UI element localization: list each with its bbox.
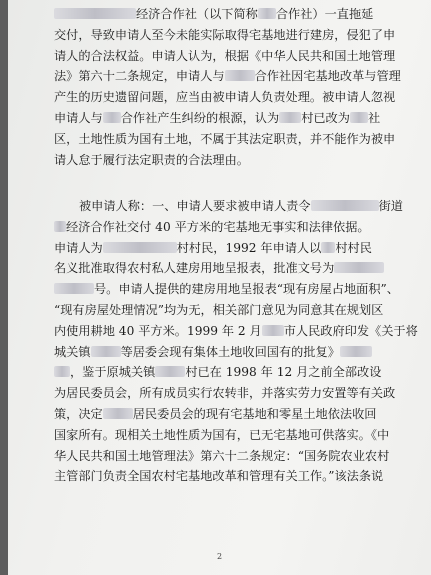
text-segment: 名义批准取得农村私人建房用地呈报表，批准文号为 — [54, 261, 335, 276]
text-segment: 合作社因宅基地改革与管理 — [254, 69, 401, 84]
redaction-blur — [103, 242, 177, 253]
text-line — [54, 258, 424, 279]
text-segment: 经济合作社交付 40 平方米的宅基地无事实和法律依据。 — [66, 219, 370, 234]
text-segment: 区，土地性质为国有土地，不属于其法定职责，并不能作为被申 — [54, 131, 396, 146]
text-segment: 申请人为 — [54, 240, 103, 255]
redaction-blur — [334, 262, 384, 273]
text-segment: 请人的合法权益。申请人认为，根据《中华人民共和国土地管理 — [54, 48, 396, 63]
text-segment: 村村民 — [335, 240, 372, 255]
redaction-blur — [340, 346, 372, 357]
text-segment: 城关镇 — [54, 344, 91, 359]
text-line — [54, 196, 424, 217]
text-segment: 为居民委员会，所有成员实行农转非，并落实劳力安置等有关政 — [54, 386, 396, 401]
redaction-blur — [311, 200, 379, 211]
text-line — [54, 66, 424, 87]
text-segment: 产生的历史遗留问题，应当由被申请人负责处理。被申请人忽视 — [54, 90, 396, 105]
text-line — [54, 87, 424, 108]
text-line — [54, 217, 424, 238]
paragraph-respondent-statement — [54, 196, 424, 487]
text-segment: 居民委员会的现有宅基地和零星土地依法收回 — [132, 406, 377, 421]
redaction-blur — [350, 112, 368, 123]
text-segment: 号。申请人提供的建房用地呈报表“现有房屋占地面积”、 — [94, 282, 399, 297]
text-segment: 国家所有。现相关土地性质为国有，已无宅基地可供落实。《中 — [54, 427, 390, 442]
text-segment: 合作社产生纠纷的根源，认为 — [120, 110, 280, 125]
text-segment: 交付，导致申请人至今未能实际取得宅基地进行建房，侵犯了申 — [54, 27, 396, 42]
text-line — [54, 150, 424, 171]
redaction-blur — [103, 112, 121, 123]
text-segment: 法》第六十二条规定，申请人与 — [54, 69, 225, 84]
text-segment: 申请人与 — [54, 110, 103, 125]
text-segment: 内使用耕地 40 平方米。1999 年 2 月 — [54, 323, 262, 338]
redaction-blur — [258, 8, 276, 19]
text-line — [54, 321, 424, 342]
redaction-blur — [155, 366, 185, 377]
text-line — [54, 4, 424, 25]
text-segment: ，鉴于原城关镇 — [70, 365, 156, 380]
text-line — [54, 404, 424, 425]
page-number: 2 — [216, 552, 223, 561]
text-segment: 街道 — [378, 199, 403, 213]
text-line — [54, 108, 424, 129]
text-line — [54, 425, 424, 446]
redaction-blur — [262, 325, 284, 336]
text-segment: 等居委会现有集体土地收回国有的批复》 — [120, 344, 340, 359]
text-segment: 被申请人称：一、申请人要求被申请人责令 — [79, 199, 311, 213]
text-segment: 市人民政府印发《关于将 — [283, 323, 418, 338]
text-segment: 经济合作社（以下简称 — [136, 7, 258, 21]
text-line — [54, 129, 424, 150]
text-segment: 主管部门负责全国农村宅基地改革和管理有关工作。”该法条说 — [54, 469, 384, 484]
text-segment: 策，决定 — [54, 406, 103, 421]
redaction-blur — [54, 366, 70, 377]
document-page — [8, 0, 431, 575]
text-line — [54, 362, 424, 383]
text-segment: 社 — [367, 110, 381, 125]
redaction-blur — [54, 221, 66, 232]
text-segment: 请人怠于履行法定职责的合法理由。 — [54, 152, 249, 167]
text-segment: 村已改为 — [301, 110, 350, 125]
redaction-blur — [103, 408, 133, 419]
text-line — [54, 238, 424, 259]
text-line — [54, 279, 424, 300]
text-line — [54, 25, 424, 46]
text-line — [54, 46, 424, 67]
text-segment: 村已在 1998 年 12 月之前全部改设 — [185, 365, 382, 380]
paragraph-applicant-claim — [54, 4, 424, 170]
redaction-blur — [225, 70, 255, 81]
text-line — [54, 300, 424, 321]
text-segment: 村村民，1992 年申请人以 — [176, 240, 322, 255]
text-line — [54, 446, 424, 467]
text-segment: 华人民共和国土地管理法》第六十二条规定：“国务院农业农村 — [54, 448, 390, 463]
text-line — [54, 383, 424, 404]
redaction-blur — [54, 8, 136, 19]
redaction-blur — [279, 112, 301, 123]
text-segment: 合作社）一直拖延 — [275, 7, 374, 21]
redaction-blur — [91, 346, 121, 357]
redaction-blur — [54, 283, 94, 294]
redaction-blur — [321, 242, 335, 253]
text-segment: “现有房屋处理情况”均为无，相关部门意见为同意其在规划区 — [54, 302, 384, 317]
text-line — [54, 342, 424, 363]
text-line — [54, 466, 424, 487]
